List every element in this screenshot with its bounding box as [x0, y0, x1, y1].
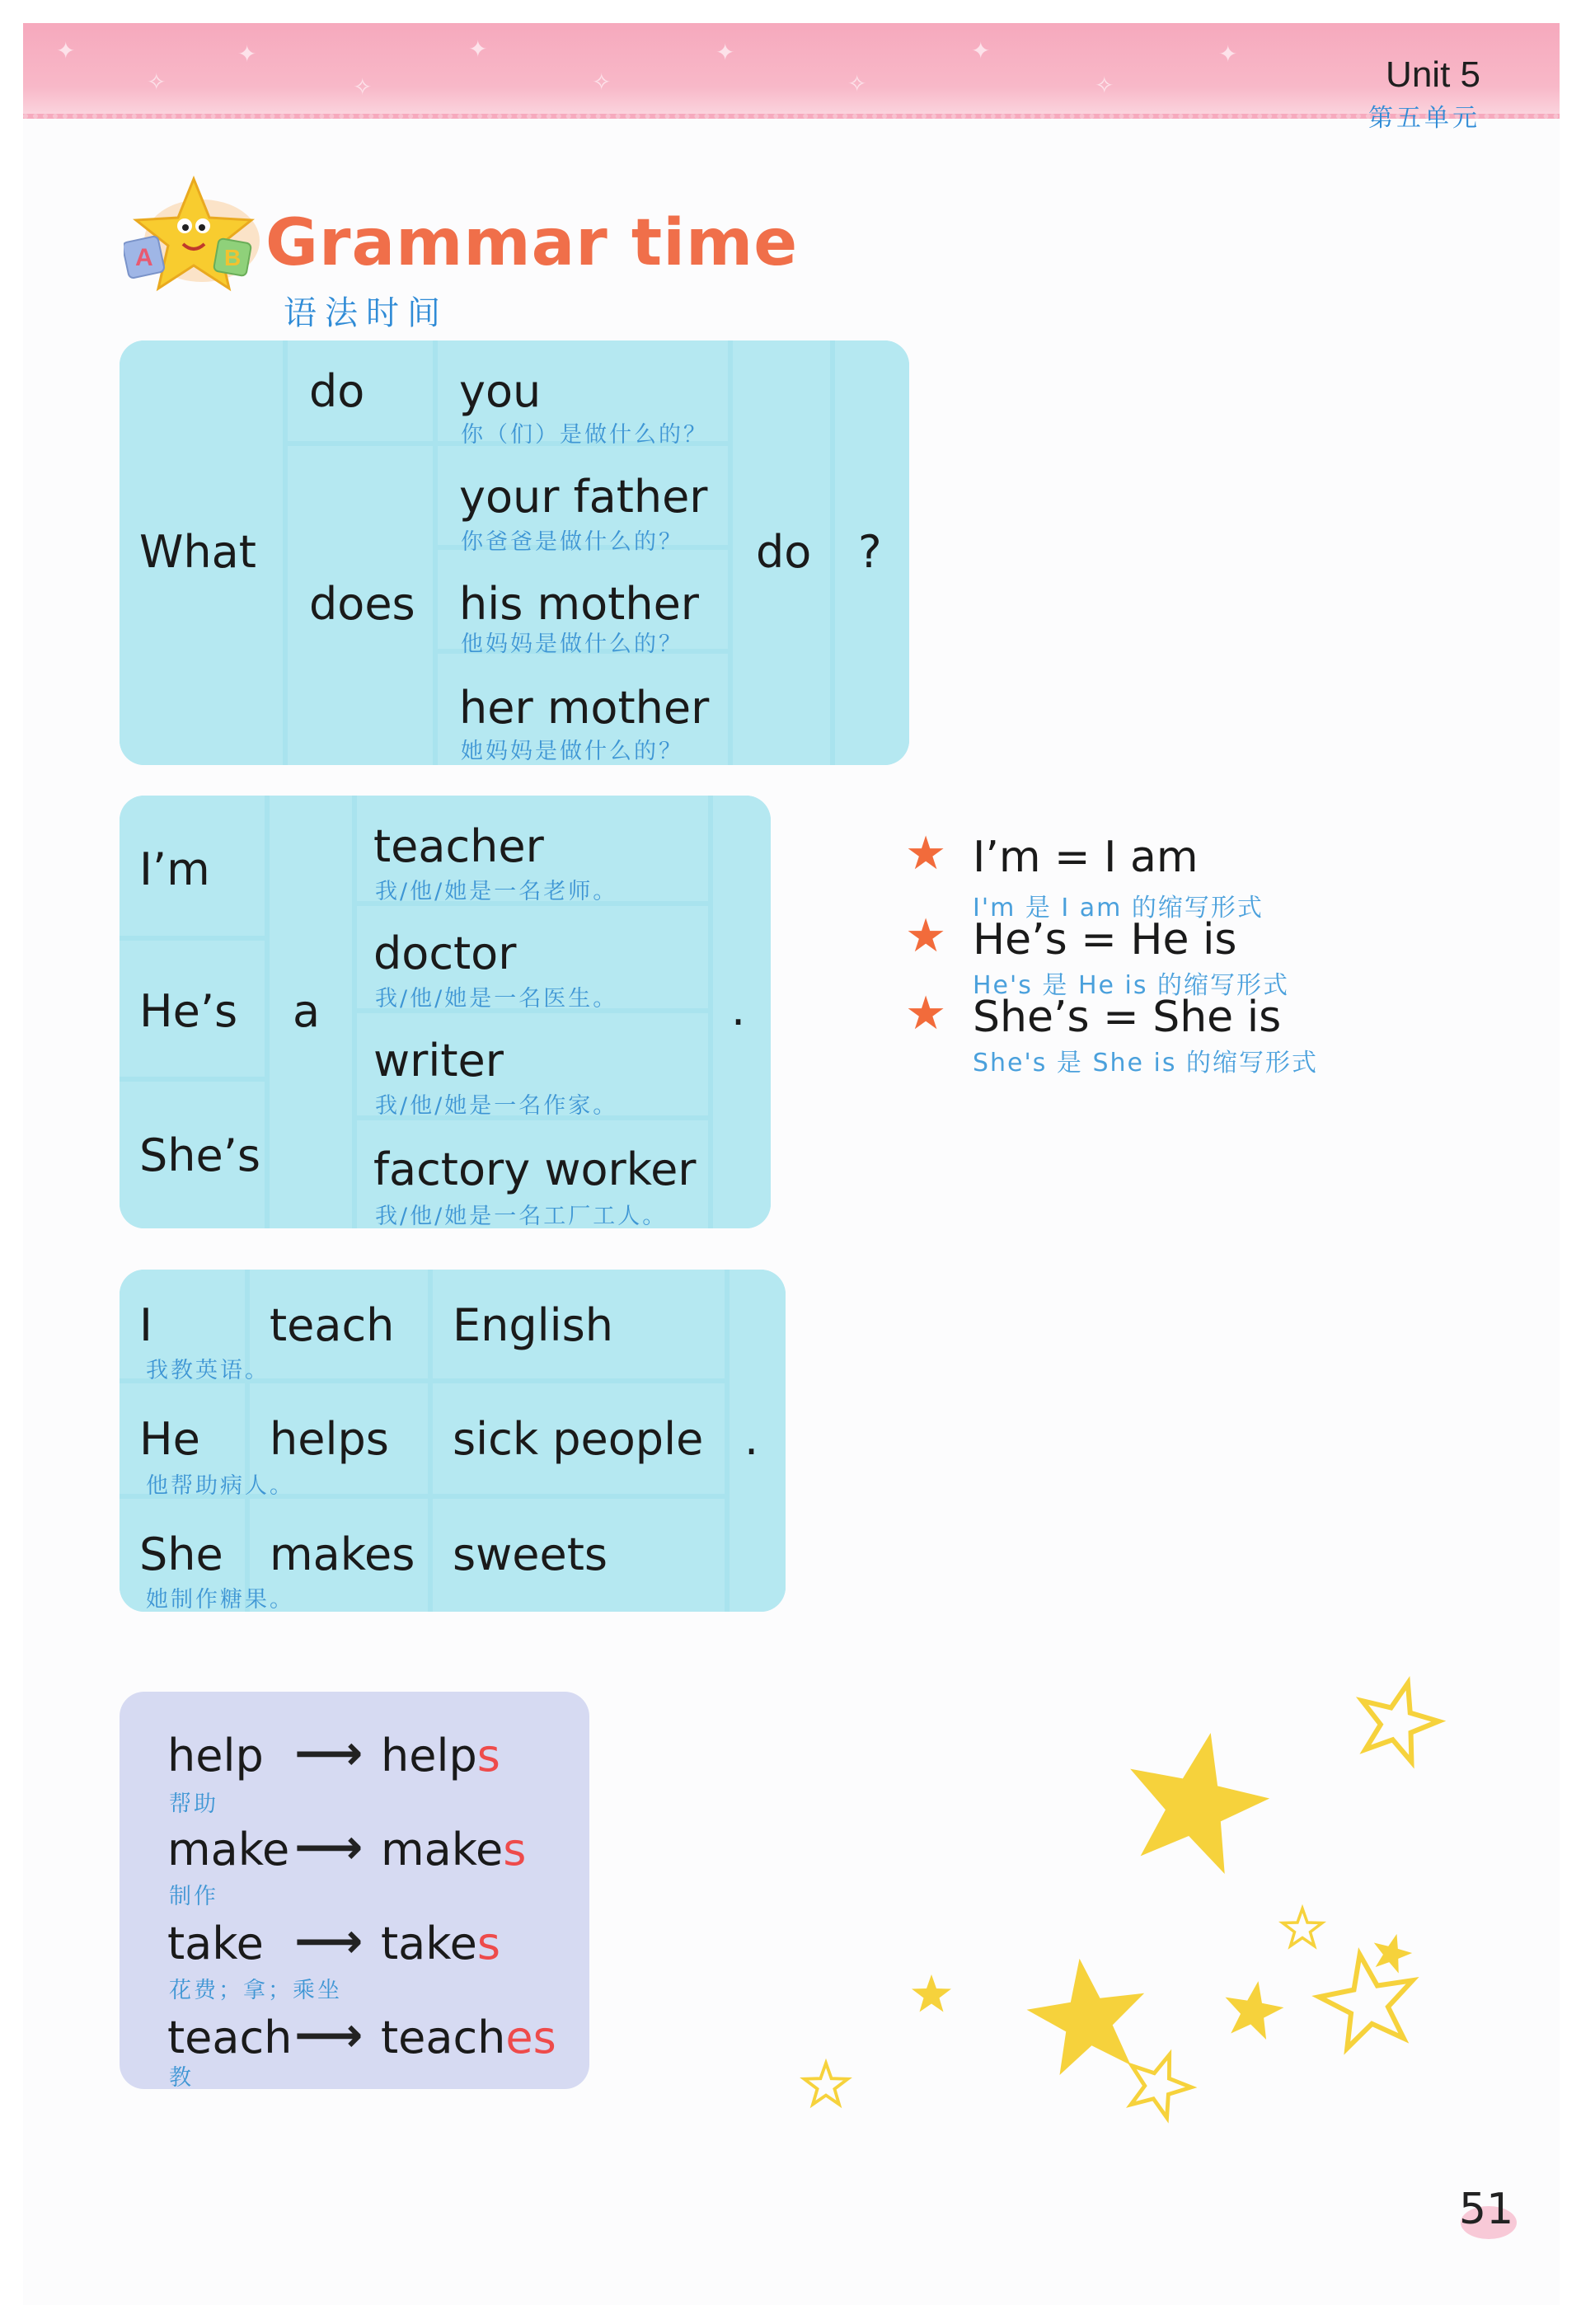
- verb-third-help: helps: [381, 1730, 500, 1782]
- verb-third-take: takes: [381, 1918, 500, 1970]
- subject-his-mother: his mother: [459, 578, 699, 630]
- aux-do: do: [309, 365, 365, 417]
- subject-her-mother: her mother: [459, 682, 710, 734]
- subject-his-mother-cn: 他妈妈是做什么的？: [461, 631, 683, 657]
- star-mascot-icon: [124, 175, 264, 298]
- sentence-2-object: sick people: [453, 1413, 704, 1465]
- sentence-3-subject: She: [139, 1528, 223, 1580]
- subject-her-mother-cn: 她妈妈是做什么的？: [461, 739, 683, 764]
- sentence-3-cn: 她制作糖果。: [146, 1587, 294, 1612]
- question-mark: ?: [858, 526, 882, 578]
- sentence-3-object: sweets: [453, 1528, 608, 1580]
- orange-star-icon: ★: [905, 987, 947, 1040]
- subject-you-cn: 你（们）是做什么的？: [461, 422, 708, 448]
- period: .: [731, 984, 746, 1035]
- note-im: I’m = I am: [973, 833, 1199, 882]
- orange-star-icon: ★: [905, 909, 947, 963]
- job-doctor-cn: 我/他/她是一名医生。: [375, 986, 618, 1012]
- verb-help-cn: 帮助: [169, 1791, 218, 1817]
- sentence-2-subject: He: [139, 1413, 200, 1465]
- arrow-icon: ⟶: [294, 2007, 364, 2063]
- job-writer-cn: 我/他/她是一名作家。: [375, 1093, 618, 1119]
- sentence-3-verb: makes: [270, 1528, 415, 1580]
- sentence-period: .: [744, 1413, 759, 1465]
- subject-you: you: [459, 365, 542, 417]
- job-teacher: teacher: [373, 820, 544, 872]
- article-a: a: [293, 985, 321, 1037]
- sentence-1-object: English: [453, 1299, 613, 1351]
- sentence-1-subject: I: [139, 1299, 152, 1351]
- unit-label-cn: 第五单元: [1368, 104, 1480, 133]
- job-teacher-cn: 我/他/她是一名老师。: [375, 879, 618, 904]
- pronoun-hes: He’s: [139, 985, 238, 1037]
- job-factory-worker: factory worker: [373, 1143, 697, 1195]
- verb-take-cn: 花费；拿；乘坐: [169, 1978, 342, 2003]
- main-verb-do: do: [756, 526, 812, 578]
- verb-third-make: makes: [381, 1824, 527, 1876]
- unit-label: Unit 5: [1386, 54, 1480, 95]
- svg-text:B: B: [224, 245, 242, 270]
- section-title-cn: 语法时间: [284, 294, 448, 332]
- arrow-icon: ⟶: [294, 1819, 364, 1875]
- header-banner: ✦ ✧ ✦ ✧ ✦ ✧ ✦ ✧ ✦ ✧ ✦: [23, 23, 1560, 119]
- verb-base-make: make: [167, 1824, 290, 1876]
- job-writer: writer: [373, 1035, 504, 1087]
- page-number: 51: [1459, 2185, 1514, 2234]
- verb-base-teach: teach: [167, 2012, 293, 2063]
- sentence-1-cn: 我教英语。: [146, 1358, 270, 1383]
- sentence-2-verb: helps: [270, 1413, 389, 1465]
- arrow-icon: ⟶: [294, 1725, 364, 1781]
- note-hes: He’s = He is: [973, 915, 1237, 965]
- decorative-stars-icon: [783, 1649, 1459, 2143]
- subject-your-father: your father: [459, 471, 708, 523]
- verb-base-take: take: [167, 1918, 264, 1970]
- sentence-table: [120, 1270, 786, 1612]
- verb-make-cn: 制作: [169, 1884, 218, 1909]
- arrow-icon: ⟶: [294, 1913, 364, 1969]
- note-im-cn: I'm 是 I am 的缩写形式: [973, 894, 1264, 923]
- verb-teach-cn: 教: [169, 2065, 194, 2091]
- job-table: [120, 796, 771, 1228]
- verb-base-help: help: [167, 1730, 264, 1782]
- aux-does: does: [309, 578, 415, 630]
- what-word: What: [139, 526, 256, 578]
- sentence-1-verb: teach: [270, 1299, 395, 1351]
- verb-third-teach: teaches: [381, 2012, 556, 2063]
- verb-forms-box: [120, 1692, 589, 2089]
- job-factory-worker-cn: 我/他/她是一名工厂工人。: [375, 1204, 668, 1228]
- question-table: [120, 340, 909, 765]
- svg-text:A: A: [135, 244, 153, 271]
- orange-star-icon: ★: [905, 827, 947, 880]
- pronoun-shes: She’s: [139, 1129, 261, 1181]
- section-title: Grammar time: [265, 206, 799, 280]
- note-shes: She’s = She is: [973, 993, 1282, 1042]
- sentence-2-cn: 他帮助病人。: [146, 1473, 294, 1499]
- pronoun-im: I’m: [139, 843, 210, 895]
- note-hes-cn: He's 是 He is 的缩写形式: [973, 971, 1290, 1000]
- note-shes-cn: She's 是 She is 的缩写形式: [973, 1049, 1319, 1077]
- subject-your-father-cn: 你爸爸是做什么的？: [461, 529, 683, 555]
- job-doctor: doctor: [373, 927, 517, 979]
